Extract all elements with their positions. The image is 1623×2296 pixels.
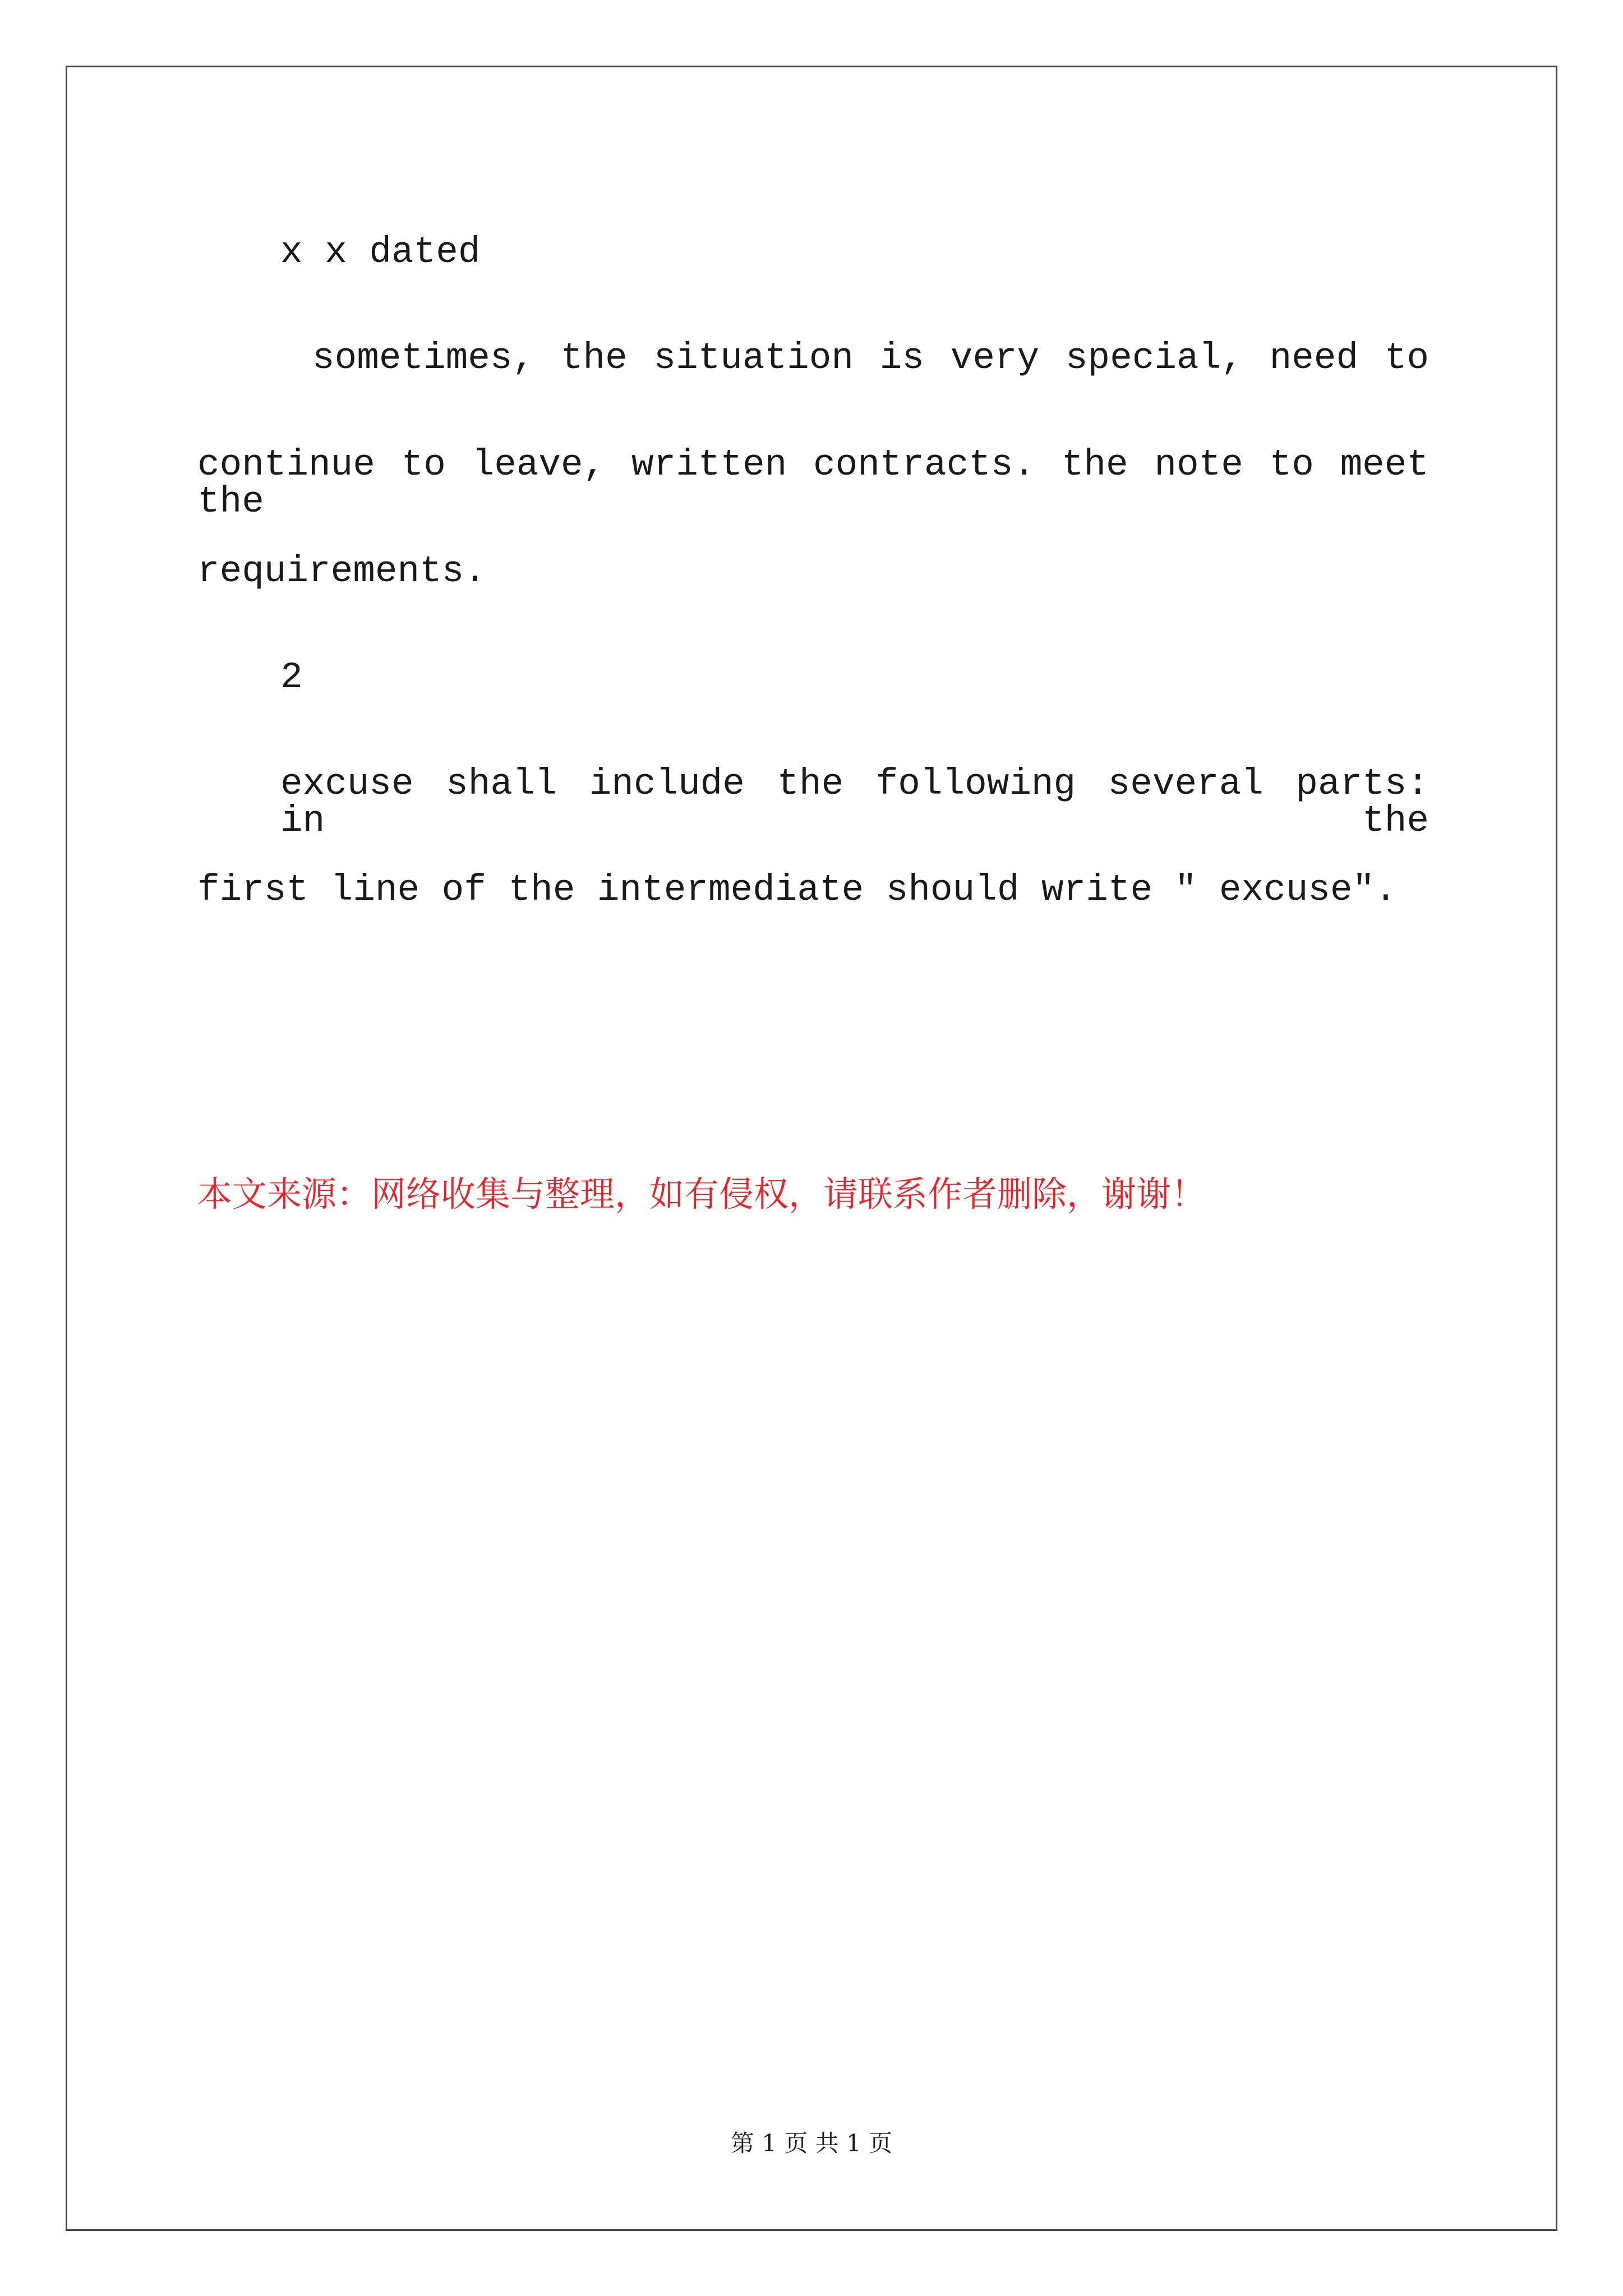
date-line: x x dated — [280, 231, 481, 273]
page-number: 第 1 页 共 1 页 — [730, 2129, 893, 2157]
paragraph-line: first line of the intermediate should write " excuse". — [197, 869, 1397, 911]
section-number: 2 — [280, 656, 303, 698]
page-border — [66, 66, 1557, 2231]
paragraph-line: requirements. — [197, 550, 486, 592]
paragraph-line: sometimes, the situation is very special, need to — [312, 337, 1429, 379]
paragraph-line: continue to leave, written contracts. the note to meet the — [197, 444, 1429, 523]
paragraph-line: excuse shall include the following several parts: in the — [280, 763, 1429, 842]
source-note: 本文来源：网络收集与整理，如有侵权，请联系作者删除，谢谢！ — [197, 1174, 1206, 1214]
